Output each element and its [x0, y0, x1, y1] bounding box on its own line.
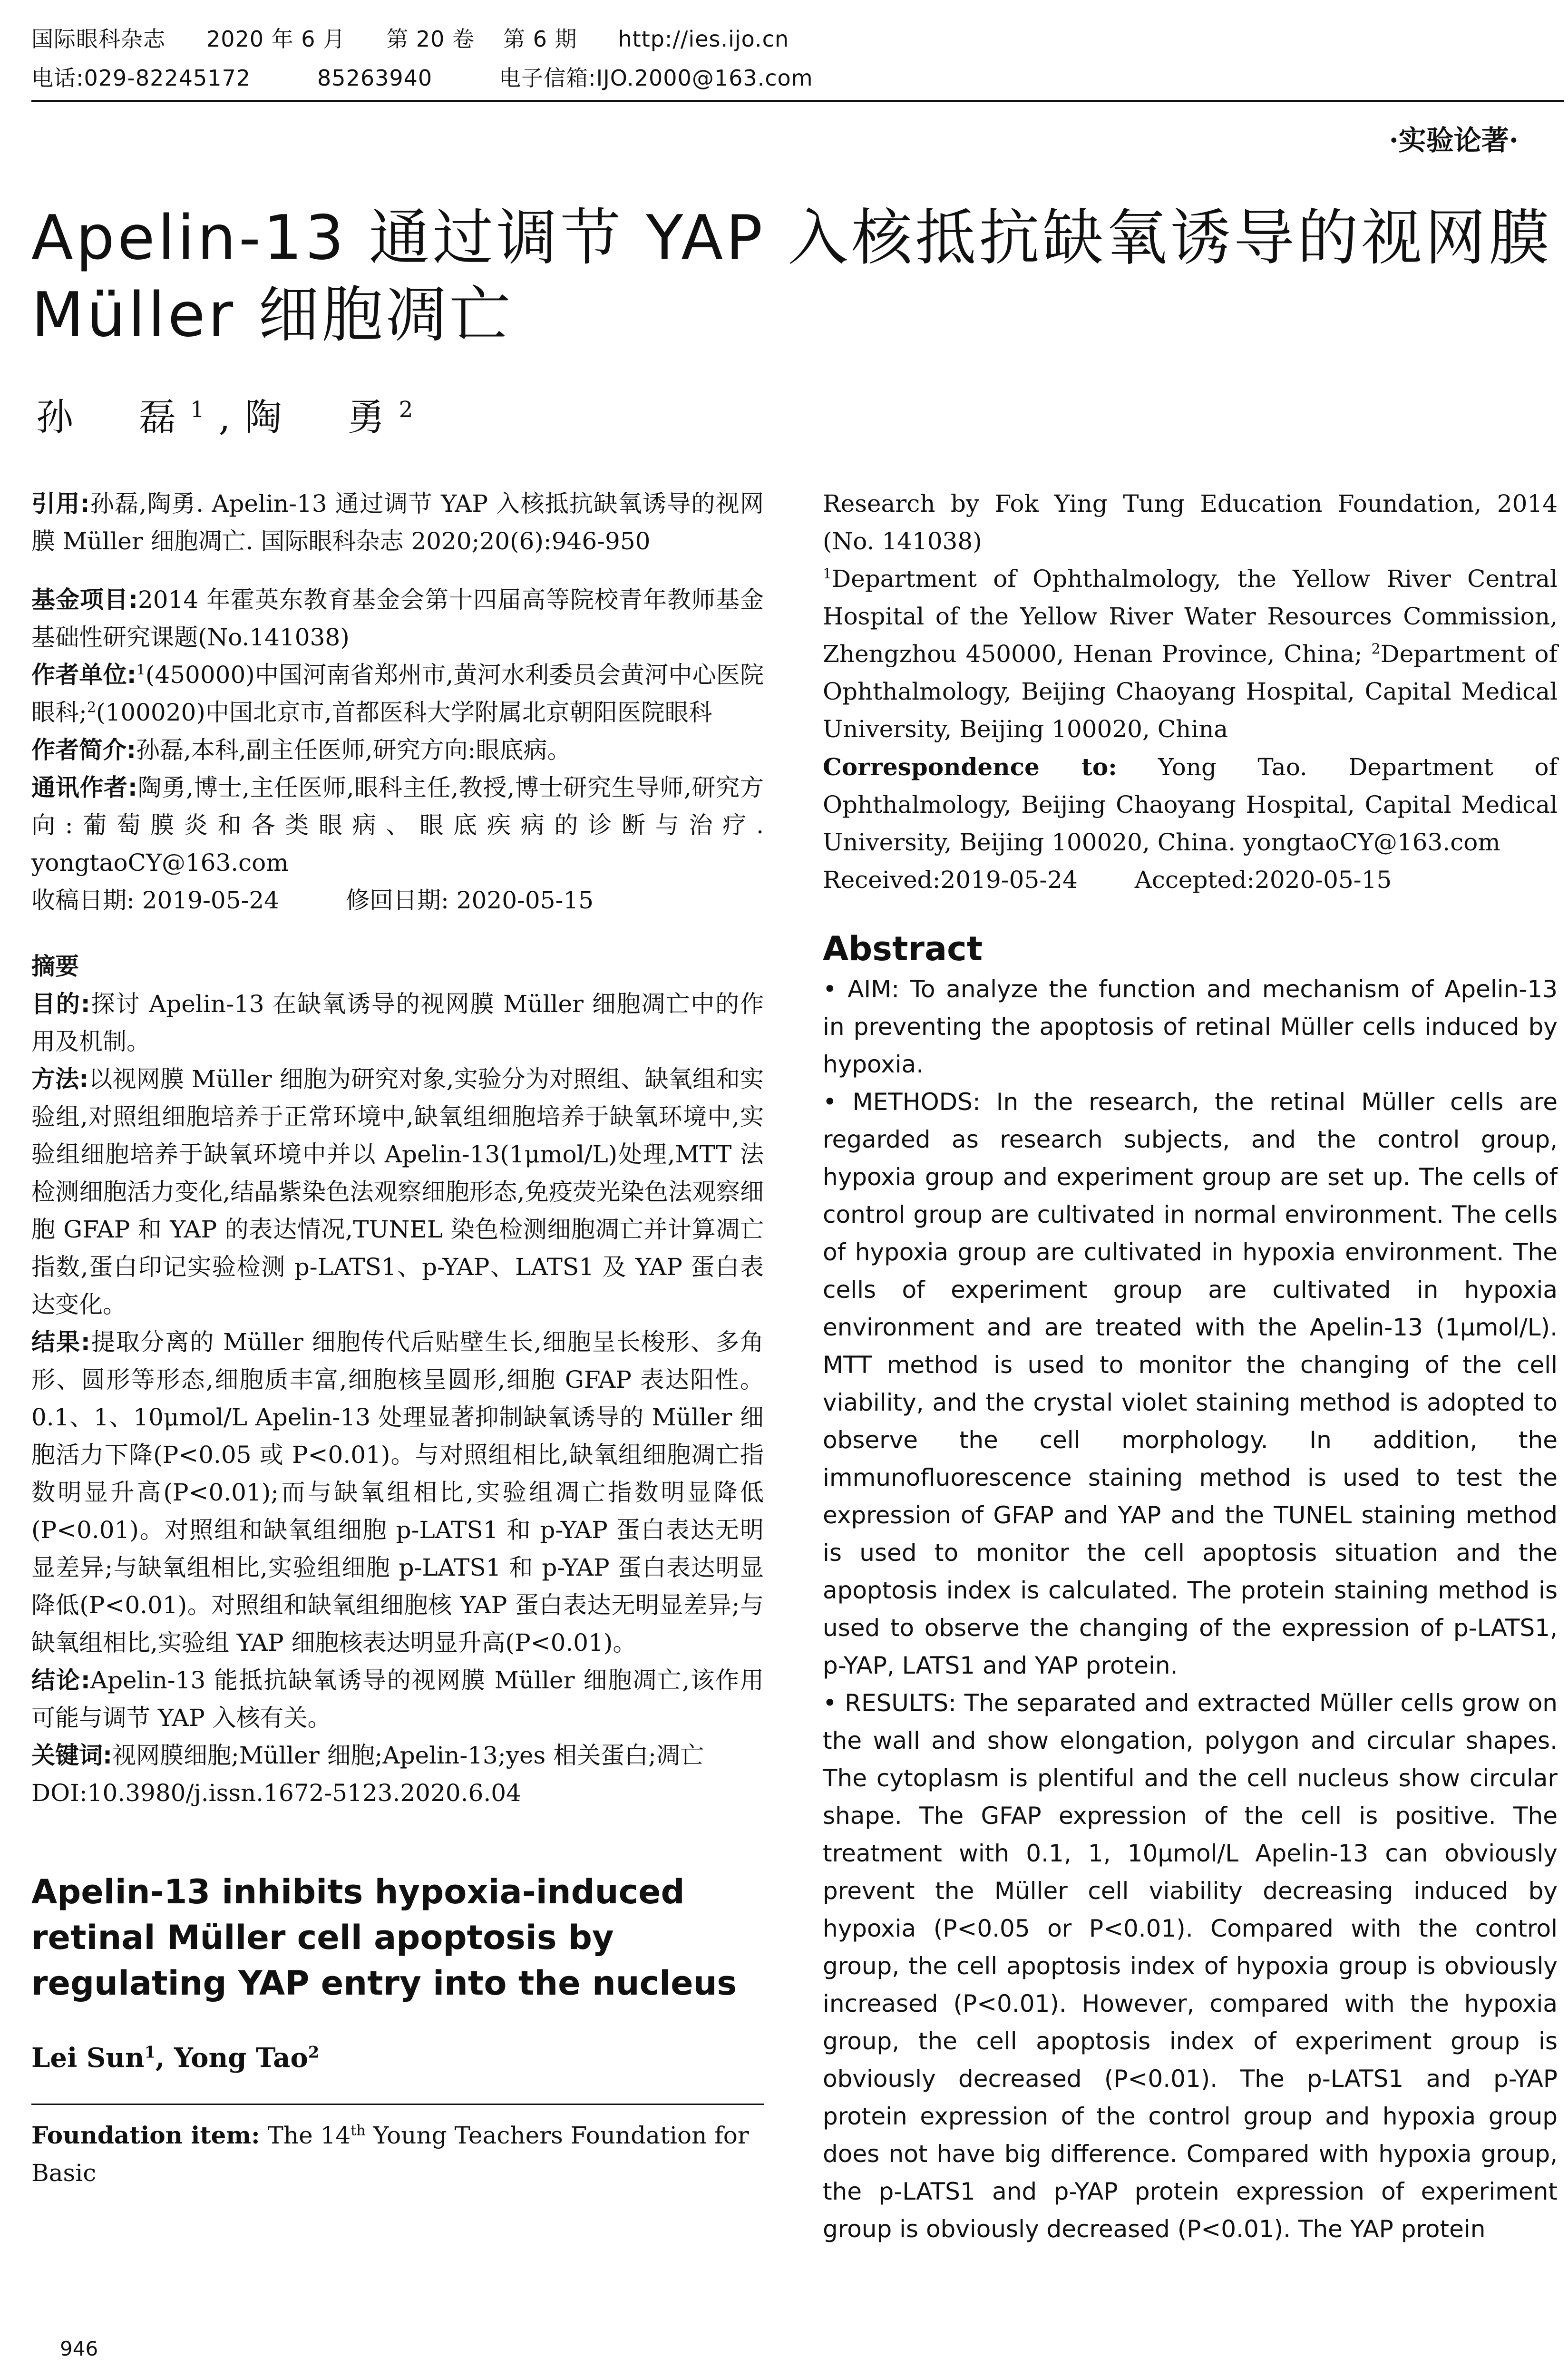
issue-date: 2020 年 6 月 [206, 26, 346, 52]
right-column [823, 485, 1558, 2248]
keywords-label: 关键词: [31, 1742, 112, 1769]
keywords-cn [31, 1737, 764, 1774]
foundation-text-b: Young Teachers Foundation for Basic [31, 2122, 749, 2187]
corr-label: 通讯作者: [31, 774, 137, 801]
author-units [31, 656, 764, 731]
correspondence-text: Yong Tao. Department of Ophthalmology, Beijing Chaoyang Hospital, Capital Medical University, Beijing 100020, China. yongtaoCY@163.com [823, 753, 1558, 856]
header-rule [31, 100, 1564, 102]
phone-2: 85263940 [317, 65, 433, 91]
author-1-affil: 1 [190, 397, 219, 423]
corresponding-author [31, 769, 764, 882]
volume: 第 20 卷 [386, 26, 475, 52]
dates-en [823, 861, 1558, 899]
author-bio [31, 731, 764, 769]
aim-cn [31, 985, 764, 1061]
aim-text: 探讨 Apelin-13 在缺氧诱导的视网膜 Müller 细胞凋亡中的作用及机制。 [31, 990, 764, 1055]
page-number: 946 [60, 2337, 98, 2360]
fund-label: 基金项目: [31, 586, 138, 614]
aff-sup-2: 2 [1371, 641, 1381, 658]
author-1: 孙 磊 [36, 396, 191, 439]
en-author-1: Lei Sun [31, 2042, 145, 2074]
results-en: • RESULTS: The separated and extracted Müller cells grow on the wall and show elongation, polygon and circular shapes. The cytoplasm is plentiful and the cell nucleus show circular shape. The GFAP expression of the cell is positive. The treatment with 0.1, 1, 10μmol/L Apelin-13 can obviously prevent the Müller cell viability decreasing induced by hypoxia (P<0.05 or P<0.01). Compared with the control group, the cell apoptosis index of hypoxia group is obviously increased (P<0.01). However, compared with the hypoxia group, the cell apoptosis index of experiment group is obviously decreased (P<0.01). The p-LATS1 and p-YAP protein expression of the control group and hypoxia group does not have big difference. Compared with hypoxia group, the p-LATS1 and p-YAP protein expression of experiment group is obviously decreased (P<0.01). The YAP protein [823, 1689, 1558, 2243]
foundation-item [31, 2116, 764, 2192]
aff-sup-1: 1 [823, 565, 832, 583]
methods-en: • METHODS: In the research, the retinal Müller cells are regarded as research subjects, and the control group, hypoxia group and experiment group are set up. The cells of control group are cultivated in normal environment. The cells of hypoxia group are cultivated in hypoxia environment. The cells of experiment group are cultivated in hypoxia environment and are treated with the Apelin-13 (1μmol/L). MTT method is used to monitor the changing of the cell viability, and the crystal violet staining method is adopted to observe the cell morphology. In addition, the immunofluorescence staining method is used to test the expression of GFAP and YAP and the TUNEL staining method is used to monitor the cell apoptosis situation and the apoptosis index is calculated. The protein staining method is used to observe the changing of the expression of p-LATS1, p-YAP, LATS1 and YAP protein. [823, 1088, 1558, 1679]
affiliations-en [823, 560, 1558, 748]
title-line-1: Apelin-13 通过调节 YAP 入核抵抗缺氧诱导的视网膜 [31, 203, 1552, 273]
received-en: Received:2019-05-24 [823, 866, 1078, 894]
en-author-separator: , [156, 2042, 175, 2074]
conclusion-cn [31, 1662, 764, 1737]
author-2-affil: 2 [399, 397, 428, 423]
aim-en: • AIM: To analyze the function and mechanism of Apelin-13 in preventing the apoptosis of retinal Müller cells induced by hypoxia. [823, 975, 1558, 1078]
foundation-th: th [351, 2122, 366, 2139]
accepted-en: Accepted:2020-05-15 [1134, 866, 1392, 894]
foundation-text-a: The 14 [260, 2122, 351, 2149]
dates [31, 882, 764, 919]
results-text: 提取分离的 Müller 细胞传代后贴壁生长,细胞呈长梭形、多角形、圆形等形态,细胞质丰富,细胞核呈圆形,细胞 GFAP 表达阳性。0.1、1、10μmol/L Apelin-13 处理显著抑制缺氧诱导的 Müller 细胞活力下降(P<0.05 或 P<0.01)。与对照组相比,缺氧组细胞凋亡指数明显升高(P<0.01);而与缺氧组相比,实验组凋亡指数明显降低(P<0.01)。对照组和缺氧组细胞 p-LATS1 和 p-YAP 蛋白表达无明显差异;与缺氧组相比,实验组细胞 p-LATS1 和 p-YAP 蛋白表达明显降低(P<0.01)。对照组和缺氧组细胞核 YAP 蛋白表达无明显差异;与缺氧组相比,实验组 YAP 细胞核表达明显升高(P<0.01)。 [31, 1328, 764, 1656]
results-cn [31, 1324, 764, 1662]
methods-label: 方法: [31, 1065, 89, 1093]
running-header-line1 [31, 22, 1563, 53]
email[interactable]: 电子信箱:IJO.2000@163.com [499, 65, 813, 91]
aim-label: 目的: [31, 990, 90, 1018]
author-2: 陶 勇 [244, 396, 399, 439]
bio-label: 作者简介: [31, 736, 136, 764]
foundation-label: Foundation item: [31, 2121, 260, 2149]
citation-text: 孙磊,陶勇. Apelin-13 通过调节 YAP 入核抵抗缺氧诱导的视网膜 Müller 细胞凋亡. 国际眼科杂志 2020;20(6):946-950 [31, 490, 764, 555]
issue: 第 6 期 [503, 26, 577, 52]
fund [31, 581, 764, 656]
citation-label: 引用: [31, 490, 90, 517]
revised-date: 修回日期: 2020-05-15 [346, 887, 594, 914]
journal-url[interactable]: http://ies.ijo.cn [618, 26, 789, 52]
conclusion-text: Apelin-13 能抵抗缺氧诱导的视网膜 Müller 细胞凋亡,该作用可能与调节 YAP 入核有关。 [31, 1666, 764, 1732]
en-author-2-affil: 2 [308, 2042, 320, 2062]
doi[interactable]: DOI:10.3980/j.issn.1672-5123.2020.6.04 [31, 1779, 521, 1807]
left-column [31, 485, 764, 2192]
section-tag: ·实验论著· [1389, 124, 1519, 156]
english-title: Apelin-13 inhibits hypoxia-induced retinal Müller cell apoptosis by regulating YAP entry into the nucleus [31, 1872, 737, 2003]
unit-sup-1: 1 [136, 662, 146, 679]
authors-cn [36, 388, 427, 441]
abstract-heading-en: Abstract [823, 929, 983, 968]
article-title [31, 200, 1553, 354]
corr-text: 陶勇,博士,主任医师,眼科主任,教授,博士研究生导师,研究方向:葡萄膜炎和各类眼病、眼底疾病的诊断与治疗. yongtaoCY@163.com [31, 774, 764, 877]
unit-label: 作者单位: [31, 661, 136, 689]
title-line-2: Müller 细胞凋亡 [31, 280, 513, 351]
en-author-2: Yong Tao [174, 2042, 308, 2074]
results-label: 结果: [31, 1328, 90, 1356]
author-rule [31, 2104, 764, 2105]
correspondence-label: Correspondence to: [823, 753, 1117, 781]
author-separator: , [218, 396, 245, 439]
unit-text-a: (450000)中国河南省郑州市,黄河水利委员会黄河中心医院眼科; [31, 661, 764, 726]
abstract-heading-cn: 摘要 [31, 953, 79, 980]
aff-text-b: Department of Ophthalmology, Beijing Chaoyang Hospital, Capital Medical University, Beijing 100020, China [823, 640, 1558, 743]
citation [31, 485, 764, 560]
unit-sup-2: 2 [87, 699, 96, 716]
en-author-1-affil: 1 [144, 2042, 156, 2062]
unit-text-b: (100020)中国北京市,首都医科大学附属北京朝阳医院眼科 [96, 699, 712, 726]
running-header-line2 [31, 61, 1563, 92]
methods-text: 以视网膜 Müller 细胞为研究对象,实验分为对照组、缺氧组和实验组,对照组细胞培养于正常环境中,缺氧组细胞培养于缺氧环境中,实验组细胞培养于缺氧环境中并以 Apelin-13(1μmol/L)处理,MTT 法检测细胞活力变化,结晶紫染色法观察细胞形态,免疫荧光染色法观察细胞 GFAP 和 YAP 的表达情况,TUNEL 染色检测细胞凋亡并计算凋亡指数,蛋白印记实验检测 p-LATS1、p-YAP、LATS1 及 YAP 蛋白表达变化。 [31, 1065, 764, 1318]
keywords-text: 视网膜细胞;Müller 细胞;Apelin-13;yes 相关蛋白;凋亡 [112, 1742, 704, 1769]
bio-text: 孙磊,本科,副主任医师,研究方向:眼底病。 [136, 736, 571, 764]
fund-text: 2014 年霍英东教育基金会第十四届高等院校青年教师基金基础性研究课题(No.141038) [31, 586, 764, 651]
journal-name: 国际眼科杂志 [31, 26, 166, 52]
correspondence-en [823, 748, 1558, 861]
received-date: 收稿日期: 2019-05-24 [31, 887, 280, 914]
methods-cn [31, 1061, 764, 1324]
phone: 电话:029-82245172 [31, 65, 251, 91]
aff-text-a: Department of Ophthalmology, the Yellow River Central Hospital of the Yellow River Water Resources Commission, Zhengzhou 450000, Henan Province, China; [823, 565, 1558, 668]
foundation-continued: Research by Fok Ying Tung Education Foundation, 2014 (No. 141038) [823, 490, 1558, 555]
english-authors [31, 2039, 764, 2077]
conclusion-label: 结论: [31, 1666, 90, 1694]
